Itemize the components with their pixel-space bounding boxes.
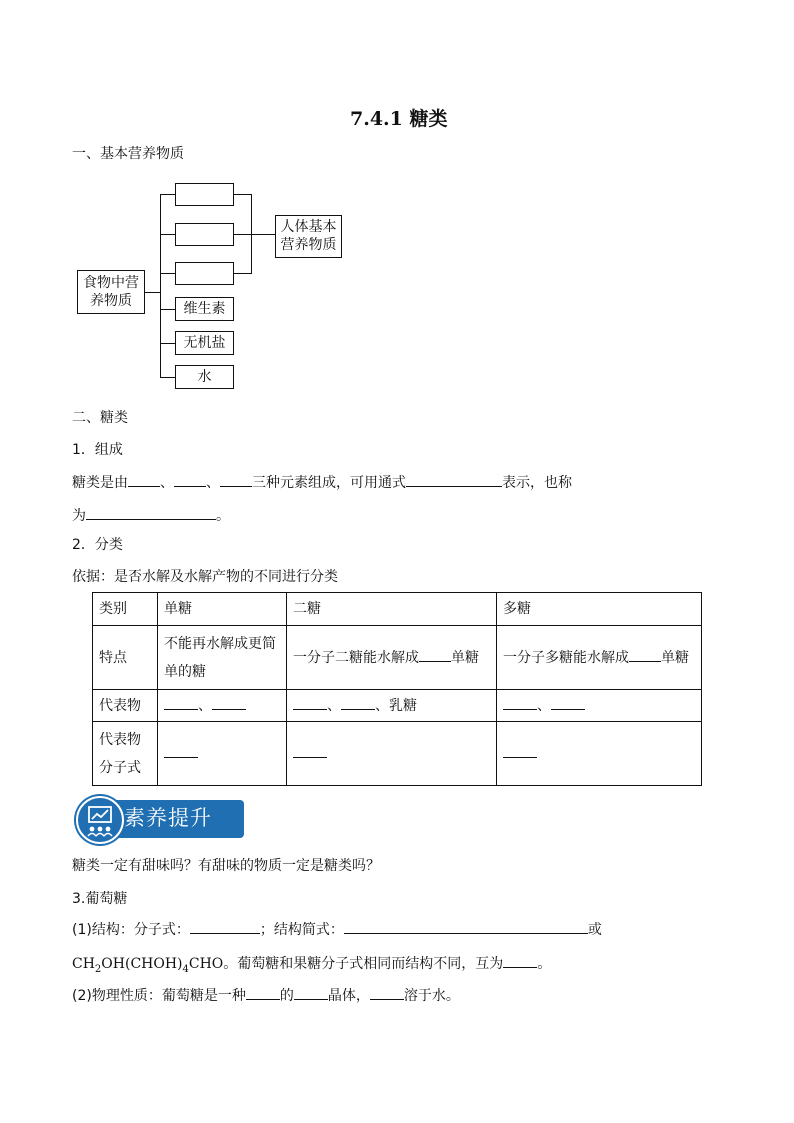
table-header-cell: 类别 <box>93 593 158 626</box>
formula-text: CH <box>72 956 95 972</box>
table-cell <box>158 722 287 786</box>
structure-text: ；结构简式： <box>259 922 344 938</box>
cell-text: 、乳糖 <box>375 697 417 714</box>
section-heading-sugars: 二、糖类 <box>72 410 128 426</box>
cell-text: 单糖 <box>451 649 479 666</box>
diagram-bracket-left <box>160 194 161 377</box>
table-cell <box>158 690 287 722</box>
physical-text: (2)物理性质：葡萄糖是一种 <box>72 988 246 1004</box>
diagram-item-blank-1 <box>175 183 234 206</box>
page-title: 7.4.1 糖类 <box>350 108 448 130</box>
diagram-connector <box>160 377 175 378</box>
composition-line-1 <box>72 472 572 493</box>
physical-text: 溶于水。 <box>403 988 460 1004</box>
diagram-connector <box>234 194 251 195</box>
subheading-classification: 2．分类 <box>72 537 123 553</box>
table-cell <box>287 626 497 690</box>
table-cell <box>287 690 497 722</box>
table-cell <box>497 626 702 690</box>
mono-feature-line-1: 不能再水解成更简 <box>164 635 276 652</box>
table-header-row <box>93 593 702 626</box>
blank-di-rep-2[interactable] <box>341 695 375 710</box>
table-header-cell: 单糖 <box>158 593 287 626</box>
separator: 、 <box>537 697 551 714</box>
separator: 、 <box>160 475 174 491</box>
cell-text: 单糖 <box>661 649 689 666</box>
diagram-connector <box>160 234 175 235</box>
formula-subscript: 2 <box>94 963 102 975</box>
blank-element-2[interactable] <box>174 472 206 487</box>
subheading-glucose: 3.葡萄糖 <box>72 891 128 907</box>
diagram-item-minerals: 无机盐 <box>175 331 234 355</box>
composition-text: 为 <box>72 508 86 524</box>
diagram-connector <box>251 234 275 235</box>
diagram-connector <box>160 194 175 195</box>
section-heading-basic-nutrients: 一、基本营养物质 <box>72 146 184 162</box>
banner-badge <box>76 796 124 844</box>
diagram-source-box <box>77 270 145 314</box>
subheading-composition: 1．组成 <box>72 442 123 458</box>
diagram-source-line-2: 养物质 <box>90 293 132 309</box>
blank-poly-rep-1[interactable] <box>503 695 537 710</box>
diagram-target-line-2: 营养物质 <box>280 237 337 253</box>
diagram-item-water: 水 <box>175 365 234 389</box>
table-cell <box>497 722 702 786</box>
blank-solubility[interactable] <box>370 985 404 1000</box>
row-label-line-1: 代表物 <box>99 731 141 748</box>
composition-line-2 <box>72 505 230 526</box>
diagram-connector <box>234 234 251 235</box>
table-cell <box>158 626 287 690</box>
physical-text: 的 <box>279 988 294 1004</box>
blank-element-3[interactable] <box>220 472 252 487</box>
blank-mono-formula[interactable] <box>164 743 198 758</box>
composition-text: 三种元素组成，可用通式 <box>252 475 406 491</box>
diagram-source-line-1: 食物中营 <box>83 275 139 291</box>
diagram-target-line-1: 人体基本 <box>280 219 337 235</box>
blank-mono-rep-2[interactable] <box>212 695 246 710</box>
blank-glucose-molecular-formula[interactable] <box>190 919 260 934</box>
table-header-cell: 多糖 <box>497 593 702 626</box>
classification-table <box>92 592 702 786</box>
glucose-physical-line <box>72 985 460 1006</box>
diagram-connector <box>160 309 175 310</box>
classification-basis: 依据：是否水解及水解产物的不同进行分类 <box>72 569 338 585</box>
blank-alt-name[interactable] <box>86 505 216 520</box>
structure-text: 或 <box>587 922 602 938</box>
cell-text: 一分子二糖能水解成 <box>293 649 419 666</box>
row-label: 特点 <box>93 626 158 690</box>
growth-chart-icon <box>78 798 122 842</box>
blank-element-1[interactable] <box>128 472 160 487</box>
table-cell <box>287 722 497 786</box>
blank-disaccharide-count[interactable] <box>419 647 451 662</box>
literacy-banner <box>76 796 244 842</box>
blank-di-rep-1[interactable] <box>293 695 327 710</box>
blank-di-formula[interactable] <box>293 743 327 758</box>
question-sweetness: 糖类一定有甜味吗？有甜味的物质一定是糖类吗？ <box>72 858 380 874</box>
diagram-connector <box>160 343 175 344</box>
table-row-feature <box>93 626 702 690</box>
diagram-connector <box>145 292 160 293</box>
physical-text: 晶体， <box>327 988 370 1004</box>
diagram-item-vitamin: 维生素 <box>175 297 234 321</box>
row-label-line-2: 分子式 <box>99 759 141 776</box>
row-label: 代表物 <box>93 690 158 722</box>
separator: 、 <box>198 697 212 714</box>
banner-label: 素养提升 <box>124 806 212 830</box>
isomer-text: 。葡萄糖和果糖分子式相同而结构不同，互为 <box>223 956 504 972</box>
composition-text: 。 <box>216 508 230 524</box>
diagram-connector <box>234 273 251 274</box>
row-label <box>93 722 158 786</box>
blank-polysaccharide-count[interactable] <box>629 647 661 662</box>
separator: 、 <box>327 697 341 714</box>
separator: 、 <box>206 475 220 491</box>
blank-general-formula[interactable] <box>406 472 502 487</box>
diagram-item-blank-2 <box>175 223 234 246</box>
glucose-formula-line <box>72 953 551 980</box>
formula-text: OH(CHOH) <box>101 956 183 972</box>
blank-mono-rep-1[interactable] <box>164 695 198 710</box>
table-cell <box>497 690 702 722</box>
diagram-connector <box>160 273 175 274</box>
composition-text: 表示，也称 <box>502 475 572 491</box>
table-header-cell: 二糖 <box>287 593 497 626</box>
blank-taste[interactable] <box>294 985 328 1000</box>
mono-feature-line-2: 单的糖 <box>164 663 206 680</box>
cell-text: 一分子多糖能水解成 <box>503 649 629 666</box>
diagram-target-box <box>275 215 342 258</box>
glucose-structure-line <box>72 919 602 940</box>
blank-glucose-structural-formula[interactable] <box>344 919 588 934</box>
composition-text: 糖类是由 <box>72 475 128 491</box>
formula-subscript: 4 <box>182 963 189 975</box>
diagram-item-blank-3 <box>175 262 234 285</box>
table-row-representative <box>93 690 702 722</box>
blank-poly-formula[interactable] <box>503 743 537 758</box>
isomer-text: 。 <box>537 956 552 972</box>
formula-text: CHO <box>188 956 224 972</box>
blank-poly-rep-2[interactable] <box>551 695 585 710</box>
blank-isomer-relation[interactable] <box>503 953 537 968</box>
blank-color[interactable] <box>246 985 280 1000</box>
structure-text: (1)结构：分子式： <box>72 922 190 938</box>
table-row-formula <box>93 722 702 786</box>
